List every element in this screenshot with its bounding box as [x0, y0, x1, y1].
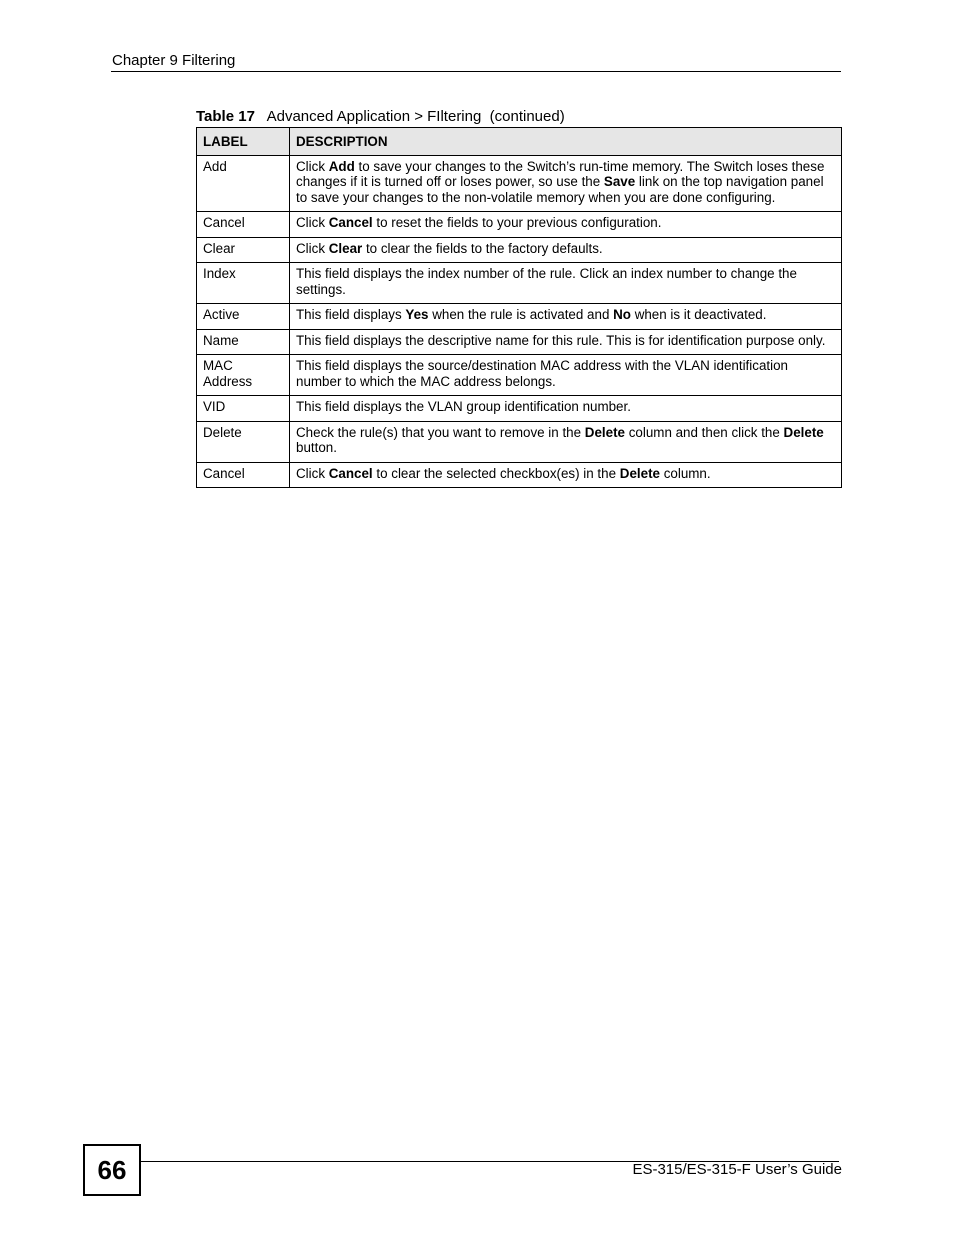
- description-text: when is it deactivated.: [630, 307, 767, 322]
- description-bold-term: Yes: [405, 307, 429, 322]
- row-label: Clear: [197, 237, 290, 263]
- column-header-description: DESCRIPTION: [290, 128, 842, 156]
- description-text: to clear the fields to the factory defaults.: [362, 240, 603, 256]
- table-row: [197, 329, 842, 355]
- row-label: Cancel: [197, 462, 290, 488]
- guide-title: ES-315/ES-315-F User’s Guide: [632, 1161, 842, 1178]
- description-bold-term: Cancel: [328, 215, 373, 230]
- row-description: [290, 329, 842, 355]
- table-row: [197, 355, 842, 396]
- description-bold-term: Delete: [619, 465, 660, 481]
- table-row: [197, 421, 842, 462]
- row-label: Active: [197, 304, 290, 330]
- description-text: This field displays the index number of the rule. Click an index number to change the settings.: [296, 266, 797, 297]
- description-text: to reset the fields to your previous configuration.: [372, 215, 662, 230]
- chapter-header: Chapter 9 Filtering: [112, 52, 236, 69]
- description-bold-term: Save: [603, 174, 636, 189]
- row-description: [290, 355, 842, 396]
- description-bold-term: No: [613, 307, 631, 322]
- row-description: [290, 396, 842, 422]
- filtering-table: [196, 127, 842, 488]
- description-bold-term: Add: [328, 158, 355, 174]
- row-label: Cancel: [197, 212, 290, 238]
- table-row: [197, 212, 842, 238]
- row-description: [290, 421, 842, 462]
- table-row: [197, 304, 842, 330]
- table-header-row: [197, 128, 842, 156]
- description-text: Click: [296, 240, 329, 256]
- table-row: [197, 396, 842, 422]
- row-label: MAC Address: [197, 355, 290, 396]
- description-text: This field displays the source/destination MAC address with the VLAN identification number to which the MAC address belongs.: [296, 358, 788, 389]
- row-label: Index: [197, 263, 290, 304]
- row-label: Delete: [197, 421, 290, 462]
- column-header-label: LABEL: [197, 128, 290, 156]
- table-body: [197, 155, 842, 488]
- row-label: Add: [197, 155, 290, 212]
- description-bold-term: Delete: [783, 424, 824, 440]
- description-text: Click: [296, 465, 329, 481]
- header-divider: [111, 71, 841, 72]
- table-caption-label: Table 17: [196, 108, 255, 125]
- row-description: [290, 304, 842, 330]
- description-text: when the rule is activated and: [428, 307, 614, 322]
- description-bold-term: Clear: [328, 240, 363, 256]
- row-description: [290, 462, 842, 488]
- description-text: This field displays the descriptive name for this rule. This is for identification purpose only.: [296, 332, 826, 348]
- description-text: Check the rule(s) that you want to remove in the: [296, 424, 585, 440]
- description-text: column and then click the: [625, 424, 784, 440]
- row-description: [290, 212, 842, 238]
- description-text: Click: [296, 215, 329, 230]
- table-row: [197, 237, 842, 263]
- row-description: [290, 155, 842, 212]
- page-number: 66: [83, 1144, 141, 1196]
- table-row: [197, 462, 842, 488]
- description-text: button.: [296, 440, 337, 455]
- table-caption: [196, 108, 565, 126]
- table-caption-text: Advanced Application > FIltering (continued): [266, 108, 565, 125]
- table-row: [197, 263, 842, 304]
- row-description: [290, 237, 842, 263]
- row-description: [290, 263, 842, 304]
- table-row: [197, 155, 842, 212]
- description-bold-term: Delete: [584, 424, 625, 440]
- description-text: This field displays: [296, 307, 406, 322]
- row-label: Name: [197, 329, 290, 355]
- description-text: to clear the selected checkbox(es) in the: [372, 465, 620, 481]
- description-text: column.: [659, 465, 711, 481]
- description-text: to save your changes to the Switch’s run-time memory. The Switch loses these changes if it is turned off or loses power, so use the: [296, 158, 825, 189]
- row-label: VID: [197, 396, 290, 422]
- description-text: Click: [296, 158, 329, 174]
- description-text: link on the top navigation panel to save your changes to the non-volatile memory when you are done configuring.: [296, 174, 824, 205]
- description-text: This field displays the VLAN group identification number.: [296, 399, 631, 414]
- description-bold-term: Cancel: [328, 465, 373, 481]
